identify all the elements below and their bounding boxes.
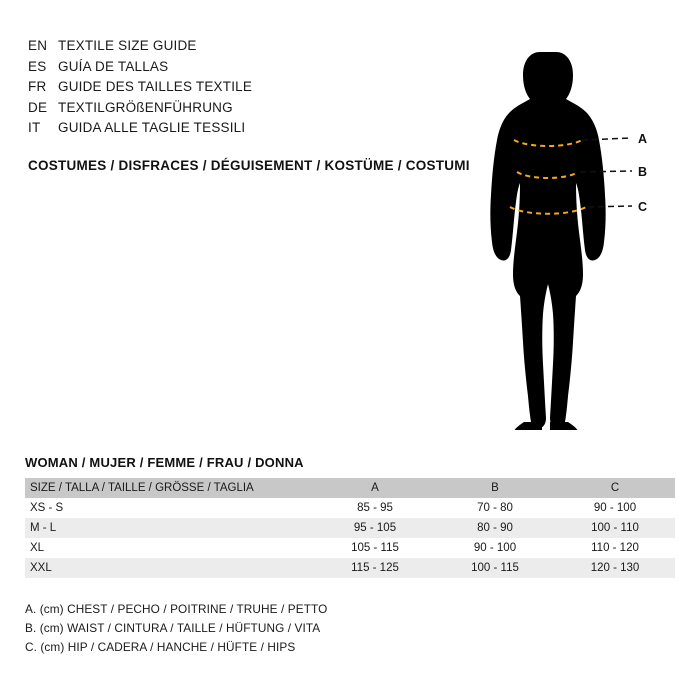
figure-label-a: A xyxy=(638,132,648,146)
size-table-header-row xyxy=(25,478,675,498)
size-table-head xyxy=(25,478,675,498)
note-chest: A. (cm) CHEST / PECHO / POITRINE / TRUHE / PETTO xyxy=(25,602,328,616)
row-a: 85 - 95 xyxy=(357,502,393,514)
language-code-es: ES xyxy=(28,58,47,74)
row-size: M - L xyxy=(30,522,57,534)
size-table-area xyxy=(25,455,675,578)
row-a: 115 - 125 xyxy=(351,562,399,574)
size-table-body xyxy=(25,498,675,578)
language-row-en xyxy=(28,36,348,57)
row-c: 110 - 120 xyxy=(591,542,639,554)
table-row xyxy=(25,498,675,518)
language-text-it: GUIDA ALLE TAGLIE TESSILI xyxy=(58,120,246,135)
language-code-de: DE xyxy=(28,99,48,115)
language-row-fr xyxy=(28,77,348,98)
row-a: 95 - 105 xyxy=(353,522,397,534)
row-b: 90 - 100 xyxy=(473,542,517,554)
table-row xyxy=(25,518,675,538)
size-table xyxy=(25,478,675,578)
row-c: 90 - 100 xyxy=(593,502,637,514)
row-size: XL xyxy=(30,542,45,554)
language-row-de xyxy=(28,98,348,119)
figure-label-b: B xyxy=(638,165,648,179)
table-row xyxy=(25,558,675,578)
measurement-notes xyxy=(25,600,665,657)
language-code-fr: FR xyxy=(28,79,47,94)
size-table-title: WOMAN / MUJER / FEMME / FRAU / DONNA xyxy=(25,455,304,470)
female-silhouette-figure xyxy=(470,30,670,430)
costumes-heading: COSTUMES / DISFRACES / DÉGUISEMENT / KOSTÜME / COSTUMI xyxy=(28,158,470,173)
header-b: B xyxy=(491,482,499,494)
row-c: 100 - 110 xyxy=(591,522,639,534)
row-b: 70 - 80 xyxy=(477,502,513,514)
row-b: 100 - 115 xyxy=(471,562,519,574)
table-row xyxy=(25,538,675,558)
header-a: A xyxy=(371,482,379,494)
language-text-es: GUÍA DE TALLAS xyxy=(58,58,169,74)
language-text-fr: GUIDE DES TAILLES TEXTILE xyxy=(58,79,253,94)
row-c: 120 - 130 xyxy=(590,562,640,574)
row-a: 105 - 115 xyxy=(351,542,399,554)
language-row-es xyxy=(28,57,348,78)
row-size: XXL xyxy=(30,562,52,574)
figure-label-c: C xyxy=(638,200,648,214)
note-waist: B. (cm) WAIST / CINTURA / TAILLE / HÜFTUNG / VITA xyxy=(25,621,321,635)
language-list xyxy=(28,36,348,139)
language-text-en: TEXTILE SIZE GUIDE xyxy=(58,38,197,53)
row-size: XS - S xyxy=(30,502,64,514)
language-code-en: EN xyxy=(28,38,48,53)
language-code-it: IT xyxy=(28,120,41,135)
header-c: C xyxy=(610,482,620,494)
language-row-it xyxy=(28,118,348,139)
language-text-de: TEXTILGRÖßENFÜHRUNG xyxy=(58,99,233,115)
row-b: 80 - 90 xyxy=(477,522,513,534)
header-size: SIZE / TALLA / TAILLE / GRÖSSE / TAGLIA xyxy=(30,482,254,494)
silhouette-svg xyxy=(470,30,670,430)
note-hip: C. (cm) HIP / CADERA / HANCHE / HÜFTE / HIPS xyxy=(25,640,296,654)
